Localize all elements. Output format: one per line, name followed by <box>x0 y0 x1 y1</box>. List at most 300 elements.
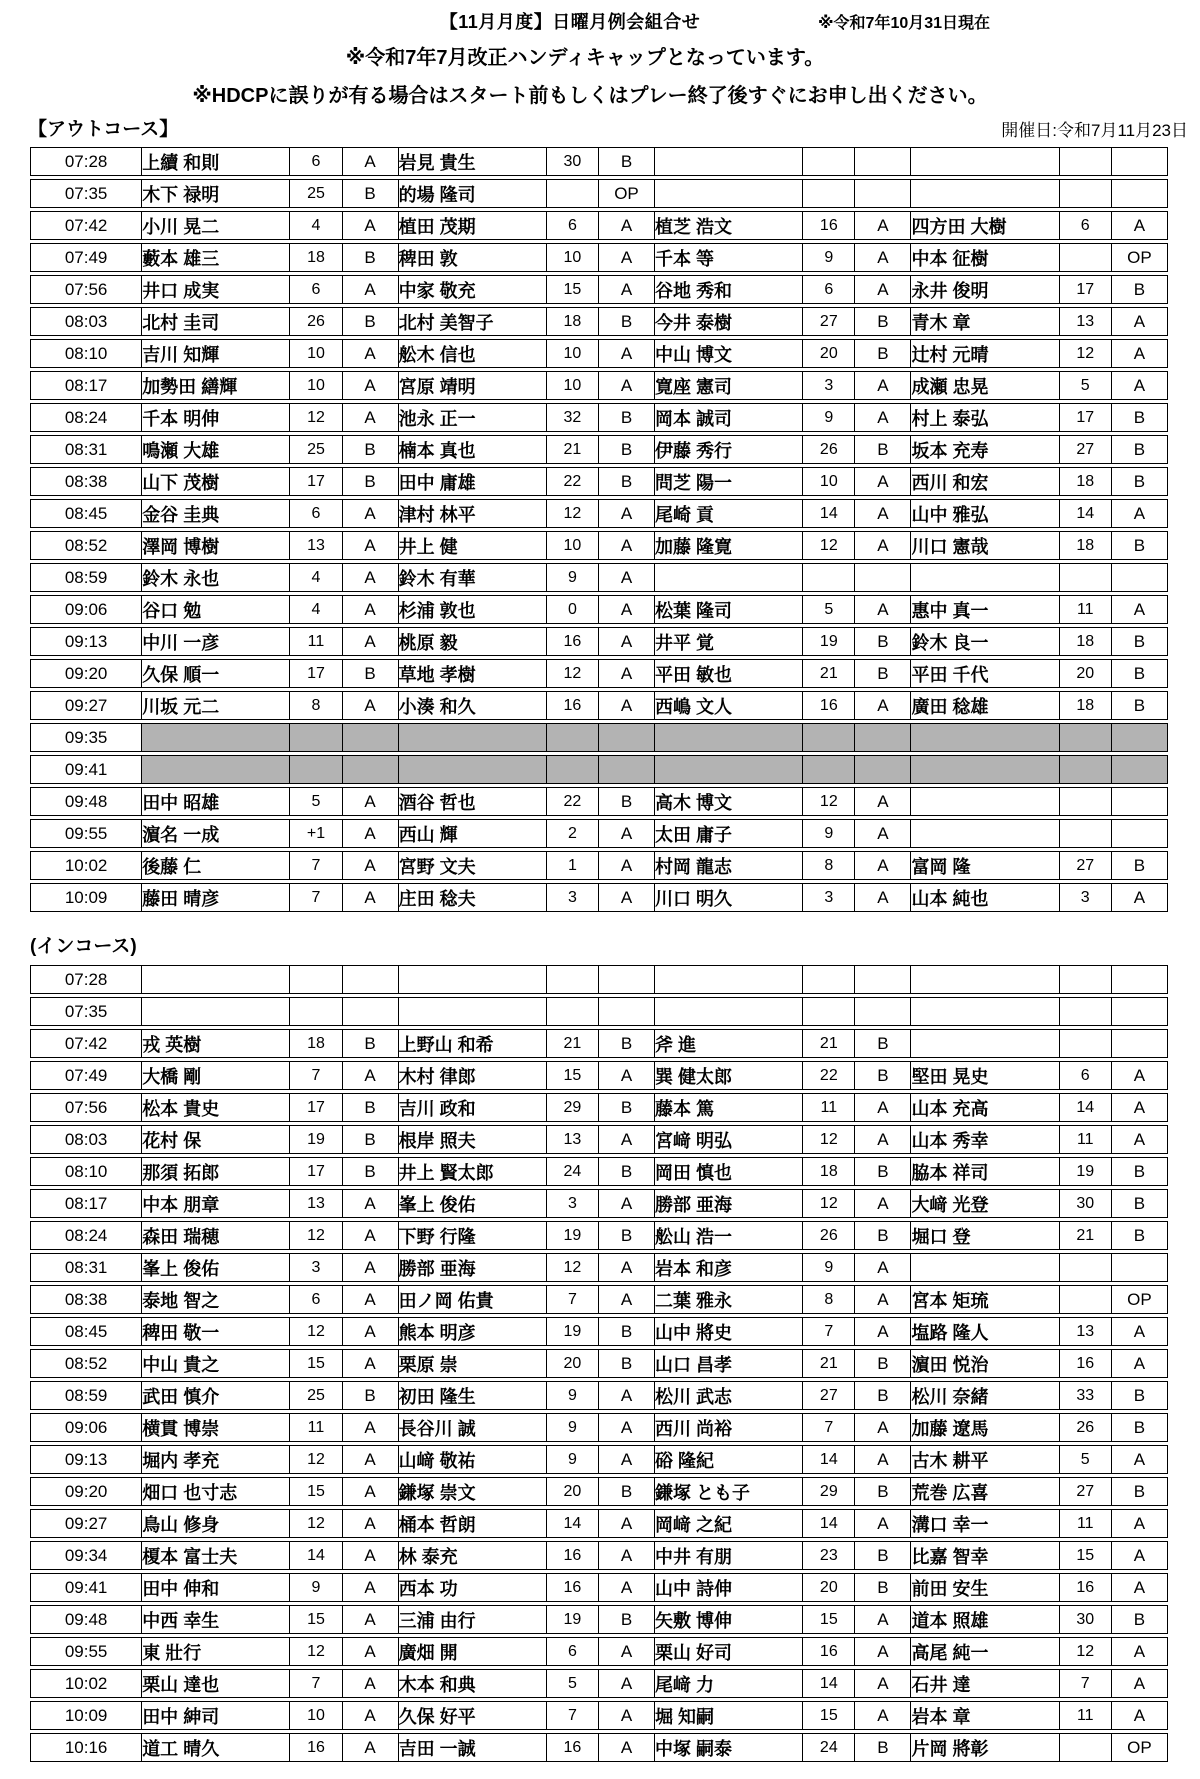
player-name-cell: 坂本 充寿 <box>911 435 1059 464</box>
handicap-cell: 10 <box>547 243 599 272</box>
class-cell: A <box>599 691 655 720</box>
player-name-cell: 尾﨑 力 <box>655 1669 803 1698</box>
handicap-cell <box>803 563 855 592</box>
player-name-cell: 勝部 亜海 <box>399 1253 547 1282</box>
table-row <box>30 1189 1168 1218</box>
class-cell: A <box>1112 1509 1168 1538</box>
class-cell <box>1112 819 1168 848</box>
handicap-cell: 14 <box>803 499 855 528</box>
player-name-cell: 三浦 由行 <box>399 1605 547 1634</box>
handicap-cell: 11 <box>1060 1701 1112 1730</box>
class-cell: A <box>343 1285 399 1314</box>
player-name-cell: 加藤 隆寛 <box>655 531 803 560</box>
class-cell: B <box>599 1349 655 1378</box>
class-cell: B <box>1112 1605 1168 1634</box>
player-name-cell: 山中 將史 <box>655 1317 803 1346</box>
player-name-cell: 根岸 照夫 <box>399 1125 547 1154</box>
class-cell <box>343 997 399 1026</box>
class-cell: A <box>343 1349 399 1378</box>
handicap-cell: 15 <box>290 1349 342 1378</box>
table-row <box>30 1349 1168 1378</box>
class-cell: A <box>855 1189 911 1218</box>
class-cell: B <box>855 627 911 656</box>
class-cell: B <box>599 1157 655 1186</box>
table-row <box>30 1125 1168 1154</box>
tee-time-cell: 08:45 <box>30 1317 142 1346</box>
handicap-cell <box>1060 819 1112 848</box>
handicap-cell <box>547 723 599 752</box>
player-name-cell: 酒谷 哲也 <box>399 787 547 816</box>
handicap-cell: 21 <box>1060 1221 1112 1250</box>
player-name-cell: 堅田 晃史 <box>911 1061 1059 1090</box>
class-cell: A <box>855 691 911 720</box>
class-cell: A <box>343 1221 399 1250</box>
player-name-cell: 宮本 矩琉 <box>911 1285 1059 1314</box>
table-row <box>30 851 1168 880</box>
table-row <box>30 627 1168 656</box>
tee-time-cell: 08:10 <box>30 339 142 368</box>
class-cell: A <box>599 1381 655 1410</box>
class-cell: A <box>599 595 655 624</box>
table-row <box>30 997 1168 1026</box>
player-name-cell: 富岡 隆 <box>911 851 1059 880</box>
player-name-cell: 加藤 遼馬 <box>911 1413 1059 1442</box>
tee-time-cell: 07:35 <box>30 997 142 1026</box>
in-course-table <box>30 962 1168 1765</box>
class-cell <box>1112 723 1168 752</box>
handicap-cell: 19 <box>1060 1157 1112 1186</box>
handicap-cell <box>1060 997 1112 1026</box>
handicap-cell: 7 <box>1060 1669 1112 1698</box>
tee-time-cell: 08:03 <box>30 307 142 336</box>
class-cell: A <box>1112 307 1168 336</box>
handicap-cell: 11 <box>1060 1125 1112 1154</box>
class-cell: B <box>1112 691 1168 720</box>
player-name-cell: 溝口 幸一 <box>911 1509 1059 1538</box>
handicap-cell <box>1060 1253 1112 1282</box>
player-name-cell: 川坂 元二 <box>142 691 290 720</box>
handicap-cell <box>803 755 855 784</box>
handicap-cell: 25 <box>290 1381 342 1410</box>
player-name-cell: 勝部 亜海 <box>655 1189 803 1218</box>
class-cell: A <box>855 403 911 432</box>
class-cell: A <box>855 1413 911 1442</box>
tee-time-cell: 08:03 <box>30 1125 142 1154</box>
class-cell: A <box>343 563 399 592</box>
class-cell: A <box>343 1413 399 1442</box>
class-cell: B <box>1112 531 1168 560</box>
player-name-cell: 井上 健 <box>399 531 547 560</box>
class-cell: A <box>855 1637 911 1666</box>
player-name-cell <box>399 755 547 784</box>
handicap-cell: 7 <box>547 1701 599 1730</box>
handicap-cell: 16 <box>547 691 599 720</box>
class-cell: B <box>855 1061 911 1090</box>
handicap-cell: 10 <box>547 371 599 400</box>
player-name-cell: 桃原 毅 <box>399 627 547 656</box>
table-row <box>30 1221 1168 1250</box>
class-cell <box>855 755 911 784</box>
tee-time-cell: 09:06 <box>30 595 142 624</box>
class-cell <box>1112 997 1168 1026</box>
handicap-cell <box>547 755 599 784</box>
player-name-cell: 片岡 將彰 <box>911 1733 1059 1762</box>
class-cell: A <box>343 1701 399 1730</box>
out-course-header-row <box>28 114 1188 141</box>
class-cell: A <box>855 467 911 496</box>
class-cell: A <box>855 819 911 848</box>
class-cell <box>855 147 911 176</box>
player-name-cell: 北村 美智子 <box>399 307 547 336</box>
handicap-cell: 27 <box>1060 435 1112 464</box>
player-name-cell: 畑口 也寸志 <box>142 1477 290 1506</box>
player-name-cell: 稗田 敬一 <box>142 1317 290 1346</box>
player-name-cell: 峯上 俊佑 <box>399 1189 547 1218</box>
handicap-cell: 10 <box>803 467 855 496</box>
class-cell: B <box>343 1125 399 1154</box>
handicap-cell: 12 <box>290 1317 342 1346</box>
player-name-cell <box>399 997 547 1026</box>
player-name-cell: 堀内 孝充 <box>142 1445 290 1474</box>
player-name-cell: 田中 庸雄 <box>399 467 547 496</box>
player-name-cell: 山﨑 敬祐 <box>399 1445 547 1474</box>
class-cell: A <box>343 1733 399 1762</box>
player-name-cell: 今井 泰樹 <box>655 307 803 336</box>
class-cell: A <box>343 499 399 528</box>
player-name-cell <box>655 563 803 592</box>
class-cell: A <box>599 531 655 560</box>
table-row <box>30 211 1168 240</box>
class-cell: B <box>855 1349 911 1378</box>
player-name-cell <box>911 1029 1059 1058</box>
class-cell <box>343 965 399 994</box>
handicap-cell <box>803 965 855 994</box>
class-cell: A <box>599 1509 655 1538</box>
table-row <box>30 1381 1168 1410</box>
table-row <box>30 243 1168 272</box>
handicap-cell: +1 <box>290 819 342 848</box>
player-name-cell: 西山 輝 <box>399 819 547 848</box>
class-cell: A <box>855 883 911 912</box>
player-name-cell: 上野山 和希 <box>399 1029 547 1058</box>
class-cell: A <box>343 1605 399 1634</box>
class-cell: A <box>599 275 655 304</box>
class-cell: A <box>855 1285 911 1314</box>
handicap-cell: 30 <box>1060 1189 1112 1218</box>
class-cell: A <box>343 1541 399 1570</box>
player-name-cell <box>911 147 1059 176</box>
class-cell: A <box>599 1253 655 1282</box>
player-name-cell: 田中 紳司 <box>142 1701 290 1730</box>
class-cell: A <box>855 851 911 880</box>
class-cell: A <box>1112 595 1168 624</box>
player-name-cell: 惠中 真一 <box>911 595 1059 624</box>
player-name-cell: 古木 耕平 <box>911 1445 1059 1474</box>
player-name-cell: 谷口 勉 <box>142 595 290 624</box>
player-name-cell: 廣田 稔雄 <box>911 691 1059 720</box>
player-name-cell: 中山 博文 <box>655 339 803 368</box>
tee-time-cell: 10:02 <box>30 1669 142 1698</box>
handicap-cell: 19 <box>547 1221 599 1250</box>
handicap-cell: 7 <box>547 1285 599 1314</box>
handicap-cell <box>803 723 855 752</box>
class-cell: B <box>343 659 399 688</box>
class-cell: A <box>1112 1317 1168 1346</box>
tee-time-cell: 08:52 <box>30 531 142 560</box>
player-name-cell <box>655 179 803 208</box>
class-cell: A <box>599 211 655 240</box>
class-cell: B <box>855 1541 911 1570</box>
class-cell <box>1112 1029 1168 1058</box>
class-cell: B <box>855 1157 911 1186</box>
player-name-cell: 斧 進 <box>655 1029 803 1058</box>
player-name-cell: 高木 博文 <box>655 787 803 816</box>
handicap-cell: 11 <box>290 1413 342 1442</box>
handicap-cell <box>803 179 855 208</box>
class-cell: B <box>1112 1157 1168 1186</box>
tee-time-cell: 08:38 <box>30 467 142 496</box>
player-name-cell: 藪本 雄三 <box>142 243 290 272</box>
table-row <box>30 659 1168 688</box>
handicap-cell: 6 <box>290 499 342 528</box>
player-name-cell: 矢敷 博伸 <box>655 1605 803 1634</box>
handicap-cell: 1 <box>547 851 599 880</box>
handicap-cell: 16 <box>803 211 855 240</box>
handicap-cell: 7 <box>290 1669 342 1698</box>
handicap-cell: 15 <box>290 1605 342 1634</box>
player-name-cell: 吉川 政和 <box>399 1093 547 1122</box>
handicap-cell: 3 <box>803 371 855 400</box>
player-name-cell: 成瀬 忠晃 <box>911 371 1059 400</box>
handicap-cell <box>1060 723 1112 752</box>
tee-time-cell: 08:24 <box>30 403 142 432</box>
handicap-cell: 12 <box>547 1253 599 1282</box>
player-name-cell: 四方田 大樹 <box>911 211 1059 240</box>
player-name-cell <box>911 1253 1059 1282</box>
handicap-cell: 17 <box>290 1093 342 1122</box>
table-row <box>30 965 1168 994</box>
player-name-cell: 小川 晃二 <box>142 211 290 240</box>
tee-time-cell: 09:35 <box>30 723 142 752</box>
tee-time-cell: 08:24 <box>30 1221 142 1250</box>
class-cell: B <box>855 659 911 688</box>
header <box>0 8 1200 34</box>
class-cell: B <box>855 1477 911 1506</box>
class-cell: A <box>599 883 655 912</box>
class-cell: A <box>599 1541 655 1570</box>
player-name-cell: 小湊 和久 <box>399 691 547 720</box>
player-name-cell: 中家 敬充 <box>399 275 547 304</box>
tee-time-cell: 08:31 <box>30 435 142 464</box>
class-cell: B <box>855 1381 911 1410</box>
handicap-cell: 10 <box>547 531 599 560</box>
player-name-cell: 庄田 稔夫 <box>399 883 547 912</box>
handicap-cell: 18 <box>803 1157 855 1186</box>
player-name-cell: 森田 瑞穂 <box>142 1221 290 1250</box>
class-cell: A <box>599 1701 655 1730</box>
class-cell: A <box>1112 1445 1168 1474</box>
player-name-cell: 峯上 俊佑 <box>142 1253 290 1282</box>
class-cell: B <box>343 1093 399 1122</box>
player-name-cell <box>911 563 1059 592</box>
class-cell: A <box>343 211 399 240</box>
player-name-cell: 西本 功 <box>399 1573 547 1602</box>
handicap-cell: 13 <box>290 531 342 560</box>
class-cell <box>855 563 911 592</box>
tee-time-cell: 07:49 <box>30 1061 142 1090</box>
player-name-cell: 久保 好平 <box>399 1701 547 1730</box>
handicap-cell: 6 <box>803 275 855 304</box>
class-cell: A <box>599 1733 655 1762</box>
player-name-cell: 吉川 知輝 <box>142 339 290 368</box>
player-name-cell: 吉田 一誠 <box>399 1733 547 1762</box>
handicap-cell: 19 <box>547 1317 599 1346</box>
handicap-cell: 4 <box>290 211 342 240</box>
table-row <box>30 1573 1168 1602</box>
handicap-cell: 16 <box>290 1733 342 1762</box>
handicap-cell <box>1060 243 1112 272</box>
handicap-cell: 14 <box>547 1509 599 1538</box>
player-name-cell: 的場 隆司 <box>399 179 547 208</box>
class-cell: B <box>1112 1221 1168 1250</box>
handicap-cell: 29 <box>547 1093 599 1122</box>
tee-time-cell: 08:17 <box>30 371 142 400</box>
table-row <box>30 723 1168 752</box>
player-name-cell: 杉浦 敦也 <box>399 595 547 624</box>
player-name-cell: 村上 泰弘 <box>911 403 1059 432</box>
player-name-cell: 山下 茂樹 <box>142 467 290 496</box>
player-name-cell: 堀 知嗣 <box>655 1701 803 1730</box>
class-cell: B <box>343 1381 399 1410</box>
handicap-cell: 5 <box>290 787 342 816</box>
player-name-cell: 大﨑 光登 <box>911 1189 1059 1218</box>
handicap-cell: 27 <box>803 1381 855 1410</box>
handicap-cell: 17 <box>1060 403 1112 432</box>
handicap-cell: 18 <box>290 1029 342 1058</box>
player-name-cell: 鈴木 良一 <box>911 627 1059 656</box>
handicap-cell: 19 <box>290 1125 342 1154</box>
handicap-cell: 13 <box>1060 307 1112 336</box>
player-name-cell: 田中 昭雄 <box>142 787 290 816</box>
class-cell: A <box>599 499 655 528</box>
tee-time-cell: 08:31 <box>30 1253 142 1282</box>
class-cell: A <box>343 403 399 432</box>
table-row <box>30 755 1168 784</box>
class-cell: A <box>855 1125 911 1154</box>
handicap-cell: 6 <box>1060 1061 1112 1090</box>
handicap-cell: 5 <box>1060 371 1112 400</box>
handicap-cell: 15 <box>803 1605 855 1634</box>
handicap-cell: 12 <box>1060 339 1112 368</box>
player-name-cell: 道本 照雄 <box>911 1605 1059 1634</box>
handicap-cell: 10 <box>290 339 342 368</box>
as-of-date-note: ※令和7年10月31日現在 <box>818 15 991 32</box>
event-date: 開催日:令和7月11月23日 <box>1001 121 1188 140</box>
in-course-label: (インコース) <box>30 936 137 957</box>
handicap-cell: 6 <box>290 1285 342 1314</box>
player-name-cell: 戎 英樹 <box>142 1029 290 1058</box>
player-name-cell: 植田 茂期 <box>399 211 547 240</box>
class-cell: B <box>855 1029 911 1058</box>
player-name-cell: 山中 詩伸 <box>655 1573 803 1602</box>
class-cell: B <box>599 1029 655 1058</box>
player-name-cell: 中西 幸生 <box>142 1605 290 1634</box>
player-name-cell: 長谷川 誠 <box>399 1413 547 1442</box>
class-cell <box>599 755 655 784</box>
handicap-cell: 22 <box>547 787 599 816</box>
player-name-cell <box>655 965 803 994</box>
class-cell: B <box>599 1605 655 1634</box>
handicap-cell: 24 <box>803 1733 855 1762</box>
class-cell: A <box>343 531 399 560</box>
class-cell: OP <box>1112 243 1168 272</box>
player-name-cell: 栗山 達也 <box>142 1669 290 1698</box>
player-name-cell: 木村 律郎 <box>399 1061 547 1090</box>
handicap-cell: 7 <box>803 1413 855 1442</box>
handicap-cell: 19 <box>547 1605 599 1634</box>
table-row <box>30 1605 1168 1634</box>
class-cell: A <box>599 851 655 880</box>
player-name-cell: 岩本 章 <box>911 1701 1059 1730</box>
handicap-cell: 12 <box>290 1509 342 1538</box>
player-name-cell: 舩山 浩一 <box>655 1221 803 1250</box>
tee-time-cell: 09:27 <box>30 1509 142 1538</box>
class-cell: A <box>343 1445 399 1474</box>
tee-time-cell: 09:20 <box>30 659 142 688</box>
player-name-cell: 北村 圭司 <box>142 307 290 336</box>
player-name-cell <box>655 147 803 176</box>
class-cell: A <box>343 595 399 624</box>
class-cell: A <box>1112 339 1168 368</box>
class-cell: A <box>855 595 911 624</box>
player-name-cell: 榎本 富士夫 <box>142 1541 290 1570</box>
player-name-cell: 那須 拓郎 <box>142 1157 290 1186</box>
handicap-cell: 20 <box>547 1349 599 1378</box>
handicap-cell: 5 <box>1060 1445 1112 1474</box>
class-cell: A <box>343 1573 399 1602</box>
table-row <box>30 147 1168 176</box>
player-name-cell: 池永 正一 <box>399 403 547 432</box>
handicap-cell: 17 <box>290 1157 342 1186</box>
handicap-cell <box>803 147 855 176</box>
player-name-cell: 津村 林平 <box>399 499 547 528</box>
handicap-cell: 21 <box>803 1349 855 1378</box>
handicap-cell: 12 <box>1060 1637 1112 1666</box>
player-name-cell: 高尾 純一 <box>911 1637 1059 1666</box>
class-cell: A <box>343 819 399 848</box>
tee-time-cell: 08:59 <box>30 1381 142 1410</box>
handicap-cell: 16 <box>803 691 855 720</box>
table-row <box>30 1509 1168 1538</box>
class-cell: A <box>1112 1541 1168 1570</box>
class-cell: B <box>855 1221 911 1250</box>
class-cell: A <box>343 1669 399 1698</box>
handicap-cell: 6 <box>547 211 599 240</box>
handicap-cell: 20 <box>803 339 855 368</box>
tee-time-cell: 07:49 <box>30 243 142 272</box>
table-row <box>30 1733 1168 1762</box>
class-cell: A <box>855 211 911 240</box>
class-cell <box>1112 563 1168 592</box>
player-name-cell: 辻村 元晴 <box>911 339 1059 368</box>
player-name-cell: 横貫 博崇 <box>142 1413 290 1442</box>
class-cell: A <box>599 243 655 272</box>
player-name-cell: 桶本 哲朗 <box>399 1509 547 1538</box>
player-name-cell: 岩本 和彦 <box>655 1253 803 1282</box>
table-row <box>30 1029 1168 1058</box>
player-name-cell: 舩木 信也 <box>399 339 547 368</box>
class-cell: A <box>599 659 655 688</box>
